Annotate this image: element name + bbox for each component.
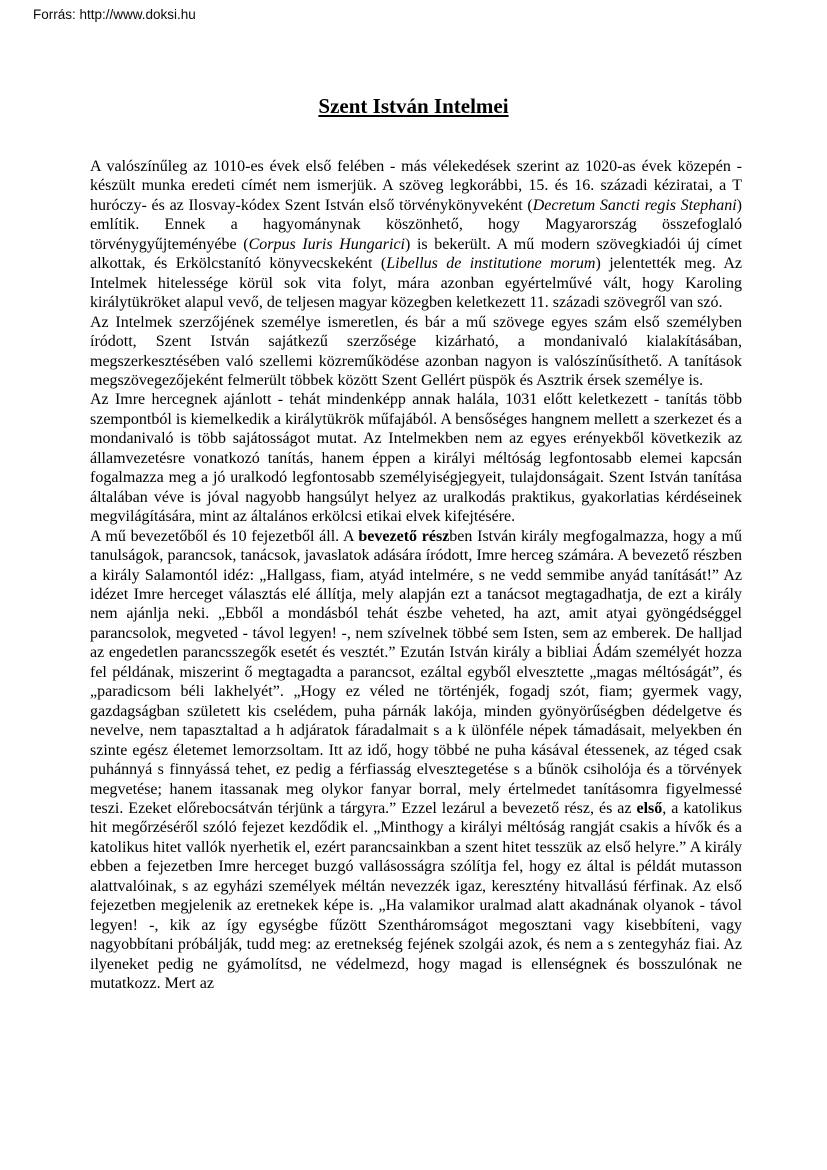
paragraph-3 bbox=[90, 390, 742, 526]
text-run: ) jelentették meg. Az Intelmek hitelessége körül sok vita folyt, mára azonban egyértelművé vált, hogy Karoling királytükröket alapul vevő, de teljesen magyar közegben keletkezett 11. századi szövegről van szó. bbox=[90, 255, 743, 312]
source-url-text: Forrás: http://www.doksi.hu bbox=[33, 7, 196, 22]
document-body bbox=[90, 157, 742, 993]
paragraph-2 bbox=[90, 313, 742, 391]
text-run: ben István király megfogalmazza, hogy a mű tanulságok, parancsok, tanácsok, javaslatok adására íródott, Imre herceg számára. A bevezető részben a király Salamontól idéz: „Hallgass, fiam, atyád intelmére, s ne vedd semmibe anyád tanítását!” Az idézet Imre herceget választás elé állítja, mely alapján ezt a tanácsot megtagadhatja, de ezt a király nem ajánlja neki. „Ebből a mondásból tehát észbe veheted, ha azt, amit atyai gyöngédséggel parancsolok, megveted - távol legyen! -, nem szívelnek többé sem Isten, sem az emberek. De halljad az engedetlen parancsszegők esetét és vesztét.” Ezután István király a bibliai Ádám személyét hozza fel példának, miszerint ő megtagadta a parancsot, ezáltal egyből elvesztette „magas méltóságát”, és „paradicsom béli lakhelyét”. „Hogy ez véled ne történjék, fogadj szót, fiam; gyermek vagy, gazdagságban született kis cselédem, puha párnák lakója, minden gyönyörűségben dédelgetve és nevelve, nem tapasztaltad a h adjáratok fáradalmait s a k ülönféle népek támadásait, melyekben én szinte egész életemet lemorzsoltam. Itt az idő, hogy többé ne puha kásával étessenek, az téged csak puhánnyá s finnyássá tehet, ez pedig a férfiasság elvesztegetése s a bűnök csiholója és a törvények megvetése; hanem itassanak meg olykor fanyar borral, mely értelmedet tanításomra figyelmessé teszi. Ezeket előrebocsátván térjünk a tárgyra.” Ezzel lezárul a bevezető rész, és az bbox=[90, 527, 742, 817]
document-title: Szent István Intelmei bbox=[318, 94, 509, 118]
text-run: első bbox=[636, 799, 663, 817]
text-run: ) is bekerült. A mű modern szövegkiadói új címet alkottak, és Erkölcstanító könyvecskeként ( bbox=[90, 235, 743, 273]
text-run: Az Imre hercegnek ajánlott - tehát mindenképp annak halála, 1031 előtt keletkezett - tanítás több szempontból is kiemelkedik a királytükrök műfajából. A bensőséges hangnem mellett a szerkezet és a mondanivaló is több sajátosságot mutat. Az Intelmekben nem az egyes erényekből következik az államvezetésre vonatkozó tanítás, hanem éppen a királyi méltóság legfontosabb elemei kapcsán fogalmazza meg a jó uralkodó legfontosabb személyiségjegyeit, tulajdonságait. Szent István tanítása általában véve is jóval nagyobb hangsúlyt helyez az uralkodás praktikus, gyakorlatias kérdéseinek megvilágítására, mint az általános erkölcsi etikai elvek kifejtésére. bbox=[90, 391, 742, 526]
text-run: bevezető rész bbox=[358, 527, 450, 545]
text-run: Az Intelmek szerzőjének személye ismeretlen, és bár a mű szövege egyes szám első személyben íródott, Szent István sajátkezű szerzősége kizárható, a mondanivaló kialakításában, megszerkesztésében való szellemi közreműködése azonban nagyon is valószínűsíthető. A tanítások megszövegezőjeként felmerült többek között Szent Gellért püspök és Asztrik érsek személye is. bbox=[90, 313, 742, 389]
text-run: ) említik. Ennek a hagyománynak köszönhető, hogy Magyarország összefoglaló törvénygyűjteményébe ( bbox=[90, 196, 742, 253]
text-run: Decretum Sancti regis Stephani bbox=[532, 196, 737, 214]
paragraph-1 bbox=[90, 157, 742, 313]
text-run: A mű bevezetőből és 10 fejezetből áll. A bbox=[90, 527, 359, 545]
paragraph-4 bbox=[90, 527, 742, 994]
text-run: , a katolikus hit megőrzéséről szóló fejezet kezdődik el. „Minthogy a királyi méltóság rangját csakis a hívők és a katolikus hitet vallók nyerhetik el, ezért parancsainkban a szent hitet tesszük az első helyre.” A király ebben a fejezetben Imre herceget buzgó vallásosságra szólítja fel, hogy ez által is példát mutasson alattvalóinak, s az egyházi személyek méltán nevezzék igaz, keresztény hitvallású férfinak. Az első fejezetben megjelenik az eretnekek képe is. „Ha valamikor uralmad alatt akadnának olyanok - távol legyen! -, kik az így egységbe fűzött Szentháromságot megosztani vagy kisebbíteni, vagy nagyobbítani próbálják, tudd meg: az eretnekség fejének szolgái azok, és nem a s zentegyház fiai. Az ilyeneket pedig ne gyámolítsd, ne védelmezd, hogy magad is ellenségnek és bosszulónak ne mutatkozz. Mert az bbox=[90, 799, 743, 993]
text-run: A valószínűleg az 1010-es évek első felében - más vélekedések szerint az 1020-as évek közepén - készült munka eredeti címét nem ismerjük. A szöveg legkorábbi, 15. és 16. századi kéziratai, a T huróczy- és az Ilosvay-kódex Szent István első törvénykönyveként ( bbox=[90, 158, 742, 214]
text-run: Corpus Iuris Hungarici bbox=[248, 235, 405, 253]
text-run: Libellus de institutione morum bbox=[386, 255, 596, 273]
